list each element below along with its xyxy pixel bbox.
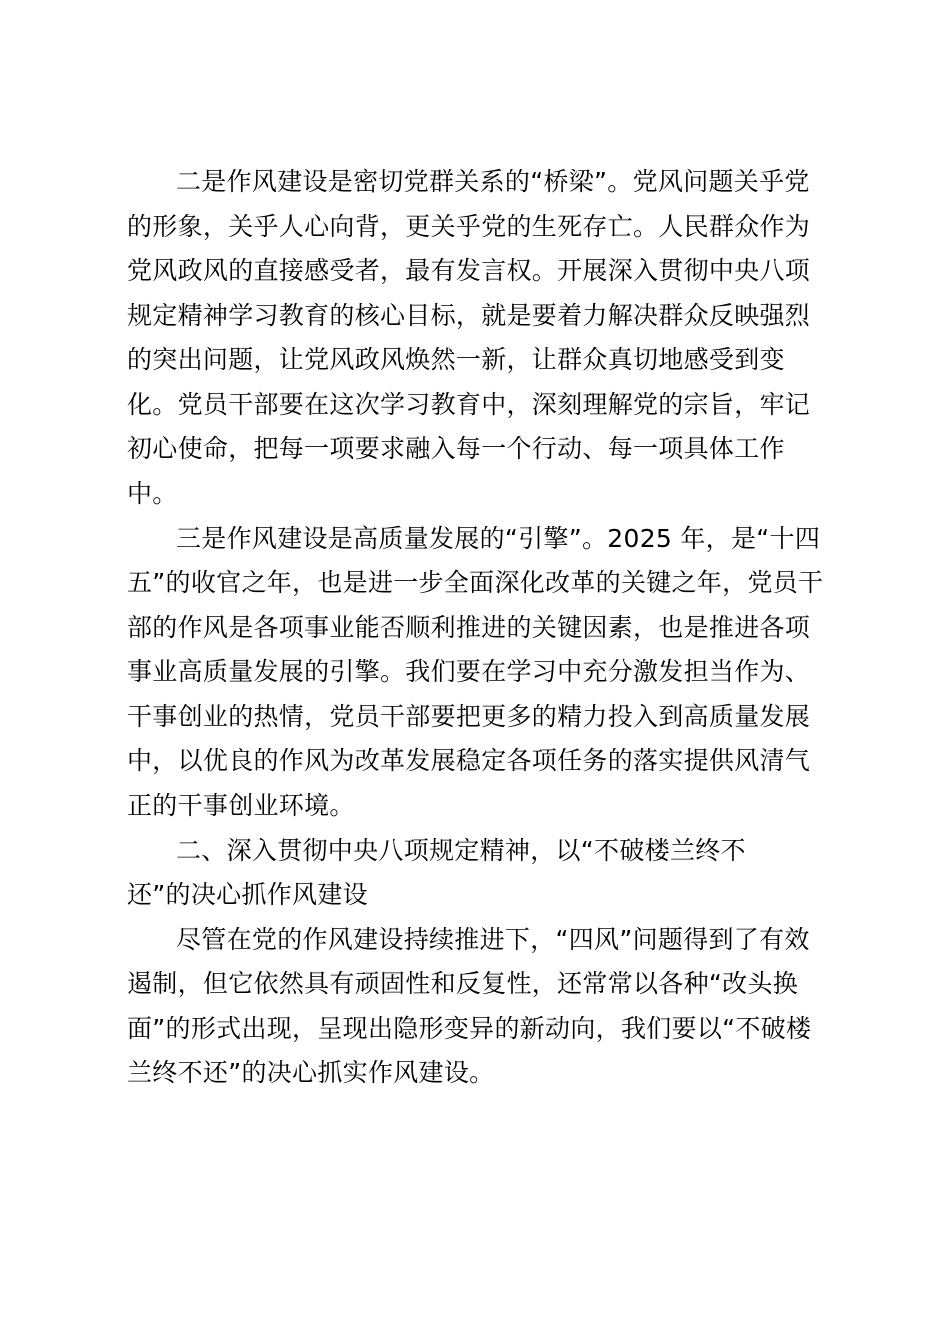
paragraph-2-line-4: 事业高质量发展的引擎。我们要在学习中充分激发担当作为、 (127, 657, 811, 686)
paragraph-1-line-5: 的突出问题，让党风政风焕然一新，让群众真切地感受到变 (127, 345, 785, 374)
paragraph-2-line-1: 三是作风建设是高质量发展的“引擎”。2025 年，是“十四 (176, 524, 821, 553)
paragraph-2-line-7: 正的干事创业环境。 (127, 791, 355, 820)
paragraph-1-line-7: 初心使命，把每一项要求融入每一个行动、每一项具体工作 (127, 434, 785, 463)
paragraph-1-line-4: 规定精神学习教育的核心目标，就是要着力解决群众反映强烈 (127, 301, 811, 330)
paragraph-1-line-6: 化。党员干部要在这次学习教育中，深刻理解党的宗旨，牢记 (127, 390, 811, 419)
paragraph-1-line-8: 中。 (127, 479, 178, 508)
paragraph-3-line-2: 遏制，但它依然具有顽固性和反复性，还常常以各种“改头换 (127, 969, 799, 998)
section-heading-line-2: 还”的决心抓作风建设 (127, 880, 368, 909)
paragraph-2-line-3: 部的作风是各项事业能否顺利推进的关键因素，也是推进各项 (127, 613, 811, 642)
paragraph-2-line-5: 干事创业的热情，党员干部要把更多的精力投入到高质量发展 (127, 702, 811, 731)
paragraph-2-line-2: 五”的收官之年，也是进一步全面深化改革的关键之年，党员干 (127, 568, 824, 597)
paragraph-1-line-3: 党风政风的直接感受者，最有发言权。开展深入贯彻中央八项 (127, 256, 811, 285)
paragraph-1-line-1: 二是作风建设是密切党群关系的“桥梁”。党风问题关乎党 (176, 167, 810, 196)
paragraph-1-line-2: 的形象，关乎人心向背，更关乎党的生死存亡。人民群众作为 (127, 212, 811, 241)
paragraph-3-line-3: 面”的形式出现，呈现出隐形变异的新动向，我们要以“不破楼 (127, 1014, 812, 1043)
paragraph-3-line-1: 尽管在党的作风建设持续推进下，“四风”问题得到了有效 (176, 925, 810, 954)
section-heading-line-1: 二、深入贯彻中央八项规定精神，以“不破楼兰终不 (176, 836, 746, 865)
paragraph-2-line-6: 中，以优良的作风为改革发展稳定各项任务的落实提供风清气 (127, 746, 811, 775)
paragraph-3-line-4: 兰终不还”的决心抓实作风建设。 (127, 1058, 495, 1087)
